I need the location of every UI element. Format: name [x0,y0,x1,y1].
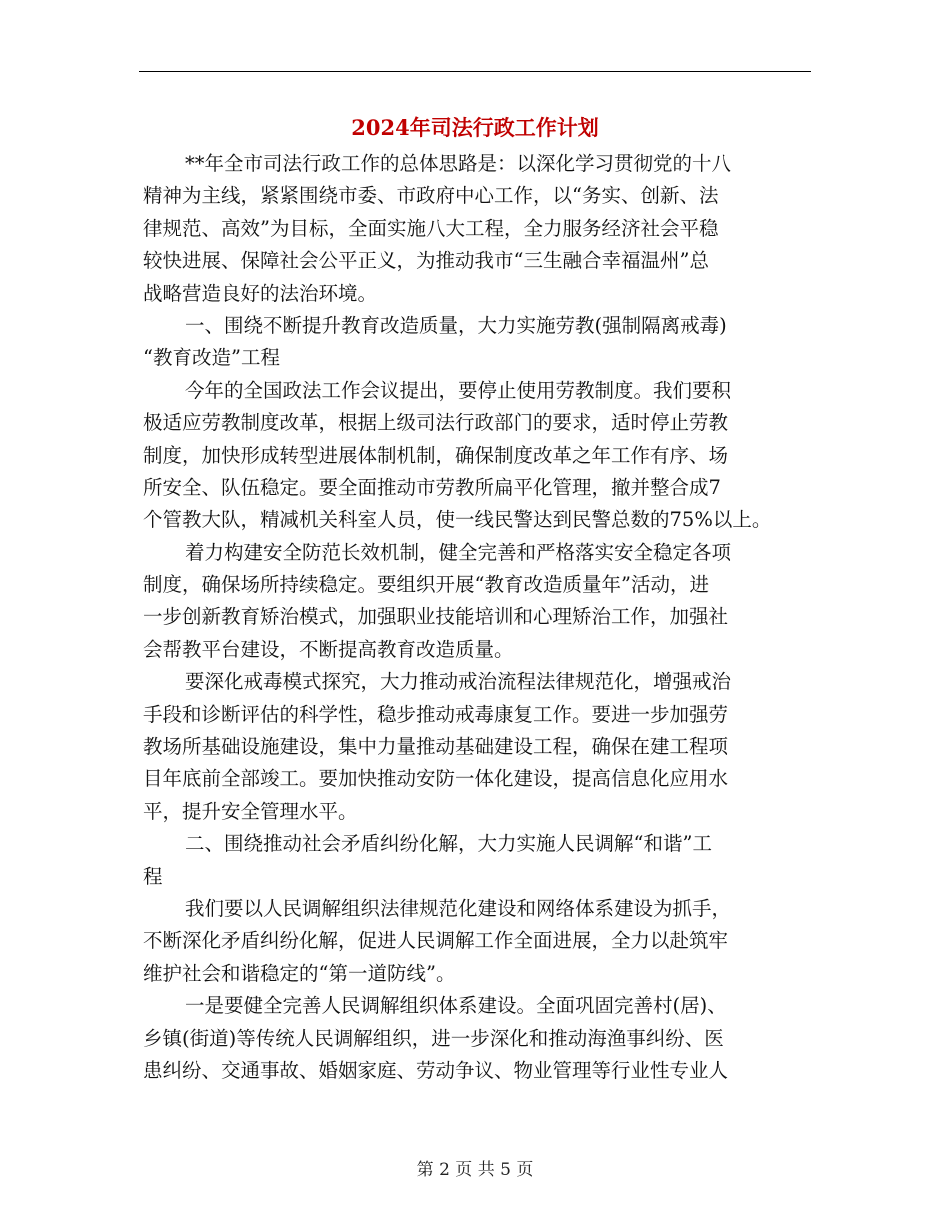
page-number: 第 2 页 共 5 页 [416,1160,534,1180]
header-rule [139,71,811,72]
document-title: 2024年司法行政工作计划 [351,115,599,140]
body-line: 制度，确保场所持续稳定。要组织开展“教育改造质量年”活动，进 [143,573,709,597]
body-line: 维护社会和谐稳定的“第一道防线”。 [143,961,456,985]
body-line: 我们要以人民调解组织法律规范化建设和网络体系建设为抓手， [185,896,732,920]
body-line: 个管教大队，精减机关科室人员，使一线民警达到民警总数的75%以上。 [143,508,772,532]
body-line: 乡镇(街道)等传统人民调解组织，进一步深化和推动海渔事纠纷、医 [143,1026,724,1050]
body-line: 律规范、高效”为目标，全面实施八大工程，全力服务经济社会平稳 [143,216,719,240]
body-line: 教场所基础设施建设，集中力量推动基础建设工程，确保在建工程项 [143,735,729,759]
body-line: 着力构建安全防范长效机制，健全完善和严格落实安全稳定各项 [185,540,732,564]
body-line: 制度，加快形成转型进展体制机制，确保制度改革之年工作有序、场 [143,443,729,467]
section-heading-line: 一、围绕不断提升教育改造质量，大力实施劳教(强制隔离戒毒) [185,313,727,337]
body-line: 不断深化矛盾纠纷化解，促进人民调解工作全面进展，全力以赴筑牢 [143,929,729,953]
body-line: 精神为主线，紧紧围绕市委、市政府中心工作，以“务实、创新、法 [143,184,719,208]
body-line: 极适应劳教制度改革，根据上级司法行政部门的要求，适时停止劳教 [143,411,729,435]
section-heading-line: 程 [143,864,163,888]
body-line: 所安全、队伍稳定。要全面推动市劳教所扁平化管理，撤并整合成7 [143,475,721,499]
body-line: 一步创新教育矫治模式，加强职业技能培训和心理矫治工作，加强社 [143,605,729,629]
body-line: 患纠纷、交通事故、婚姻家庭、劳动争议、物业管理等行业性专业人 [143,1058,729,1082]
body-line: **年全市司法行政工作的总体思路是：以深化学习贯彻党的十八 [185,152,732,175]
body-line: 会帮教平台建设，不断提高教育改造质量。 [143,637,514,661]
body-line: 平，提升安全管理水平。 [143,799,358,823]
body-line: 战略营造良好的法治环境。 [143,281,378,305]
body-line: 目年底前全部竣工。要加快推动安防一体化建设，提高信息化应用水 [143,767,729,791]
body-line: 要深化戒毒模式探究，大力推动戒治流程法律规范化，增强戒治 [185,670,732,694]
body-line: 手段和诊断评估的科学性，稳步推动戒毒康复工作。要进一步加强劳 [143,702,729,726]
body-line: 较快进展、保障社会公平正义，为推动我市“三生融合幸福温州”总 [143,249,709,273]
body-line: 一是要健全完善人民调解组织体系建设。全面巩固完善村(居)、 [185,994,727,1018]
body-line: 今年的全国政法工作会议提出，要停止使用劳教制度。我们要积 [185,378,732,402]
section-heading-line: “教育改造”工程 [143,346,280,370]
section-heading-line: 二、围绕推动社会矛盾纠纷化解，大力实施人民调解“和谐”工 [185,832,712,856]
document-body [143,148,823,1087]
